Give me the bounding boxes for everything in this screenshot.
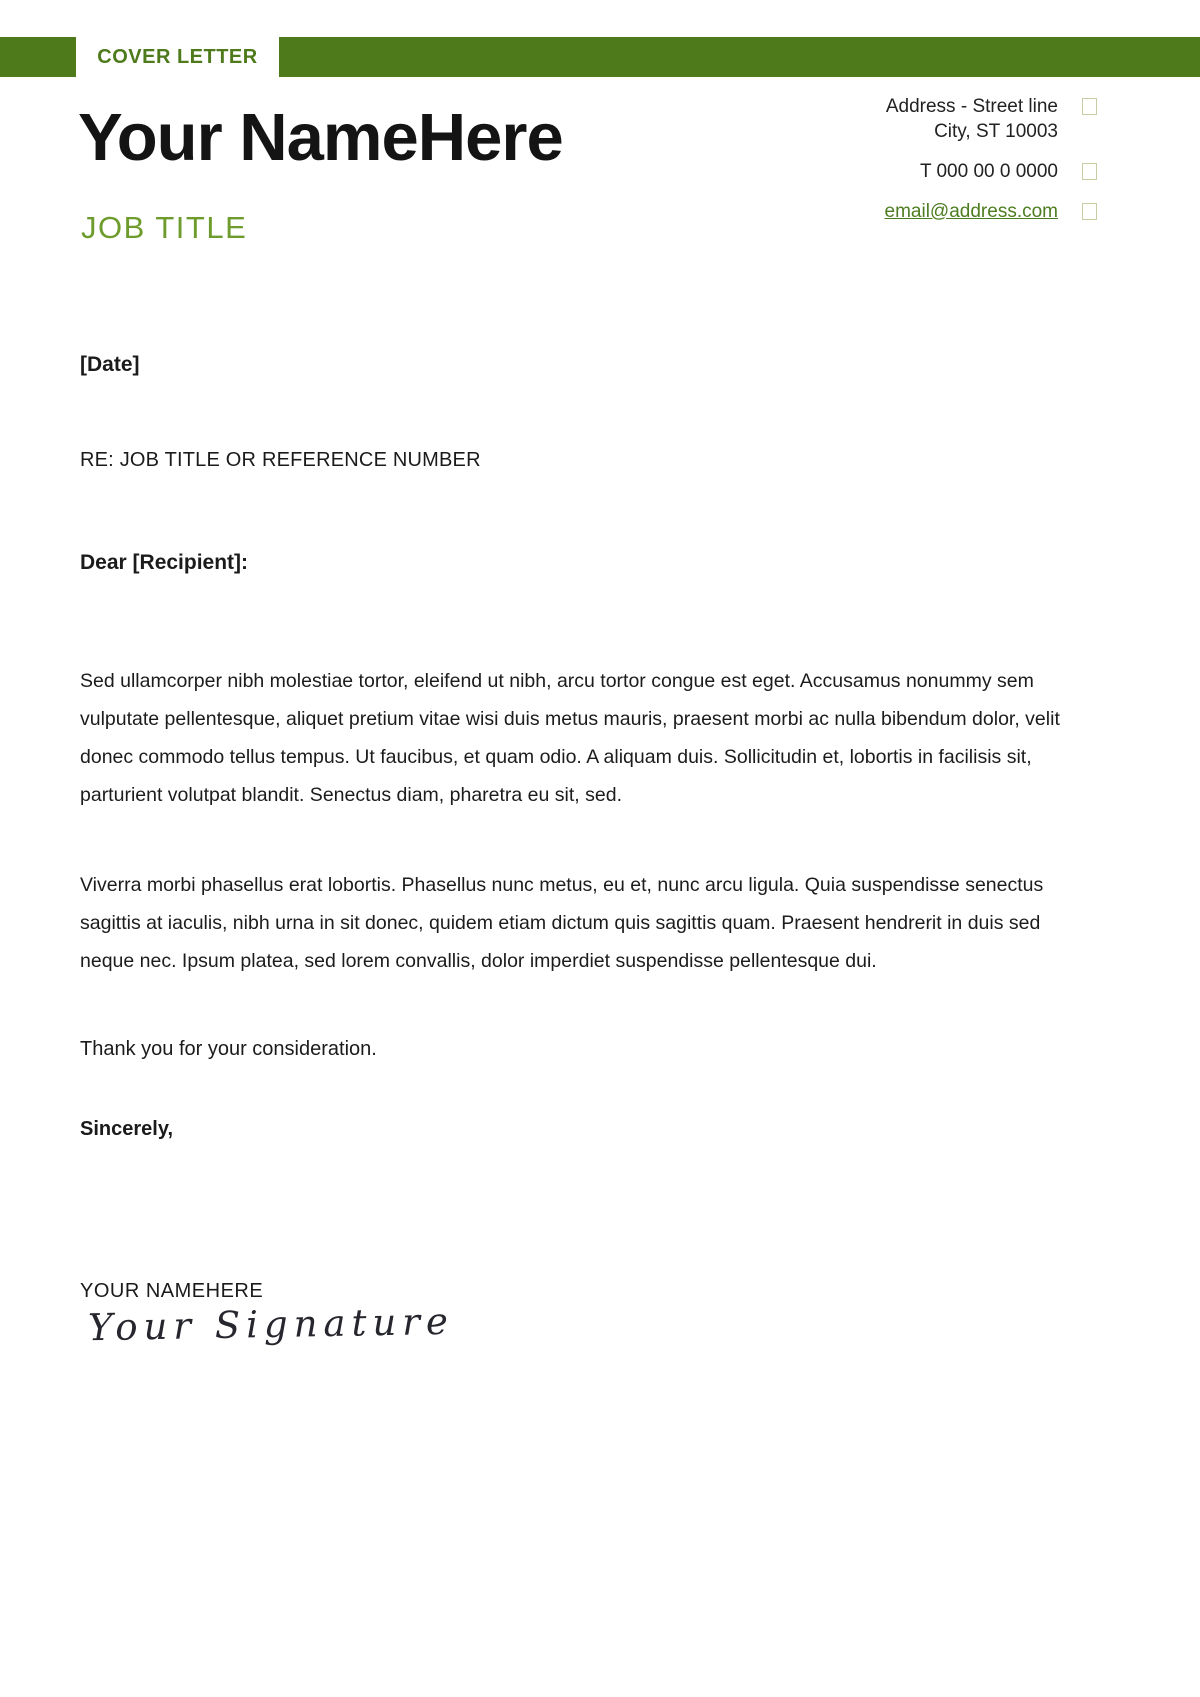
address-line2: City, ST 10003 [934,121,1058,142]
salutation: Dear [Recipient]: [80,551,249,574]
placeholder-square-icon [1082,98,1097,115]
date-placeholder: [Date] [80,353,140,376]
signature-printed-name: YOUR NAMEHERE [80,1280,264,1302]
placeholder-square-icon [1082,203,1097,220]
accent-bar-right [279,37,1200,77]
email-link[interactable]: email@address.com [884,201,1058,222]
accent-bar-left [0,37,76,77]
contact-email-row [885,199,1097,224]
body-paragraph-1: Sed ullamcorper nibh molestiae tortor, eleifend ut nibh, arcu tortor congue est eget. Accusamus nonummy sem vulputate pellentesque, aliquet pretium vitae wisi duis metus mauris, praesent morbi ac nulla bibendum dolor, velit donec commodo tellus tempus. Ut faucibus, et quam odio. A aliquam duis. Sollicitudin et, lobortis in facilisis sit, parturient volutpat blandit. Senectus diam, pharetra eu sit, sed. [80,670,1060,806]
candidate-name: Your NameHere [78,100,563,175]
placeholder-square-icon [1082,163,1097,180]
body-paragraph-2: Viverra morbi phasellus erat lobortis. Phasellus nunc metus, eu et, nunc arcu ligula. Quia suspendisse senectus sagittis at iaculis, nibh urna in sit donec, quidem etiam dictum quis sagittis quam. Praesent hendrerit in duis sed neque nec. Ipsum platea, sed lorem convallis, dolor imperdiet suspendisse pellentesque dui. [80,874,1044,972]
contact-phone-row [885,159,1097,184]
subject-line: RE: JOB TITLE OR REFERENCE NUMBER [80,449,481,471]
contact-address-row [885,94,1097,119]
signature-script: Your Signature [87,1299,455,1350]
closing-sincerely: Sincerely, [80,1118,174,1140]
cover-letter-badge [76,37,279,77]
closing-thanks: Thank you for your consideration. [80,1038,377,1060]
cover-letter-badge-label: COVER LETTER [97,45,258,68]
phone-number: T 000 00 0 0000 [919,161,1058,182]
job-title: JOB TITLE [81,210,248,245]
contact-block [885,94,1097,224]
address-line1: Address - Street line [885,96,1058,117]
contact-city-row [885,119,1097,144]
